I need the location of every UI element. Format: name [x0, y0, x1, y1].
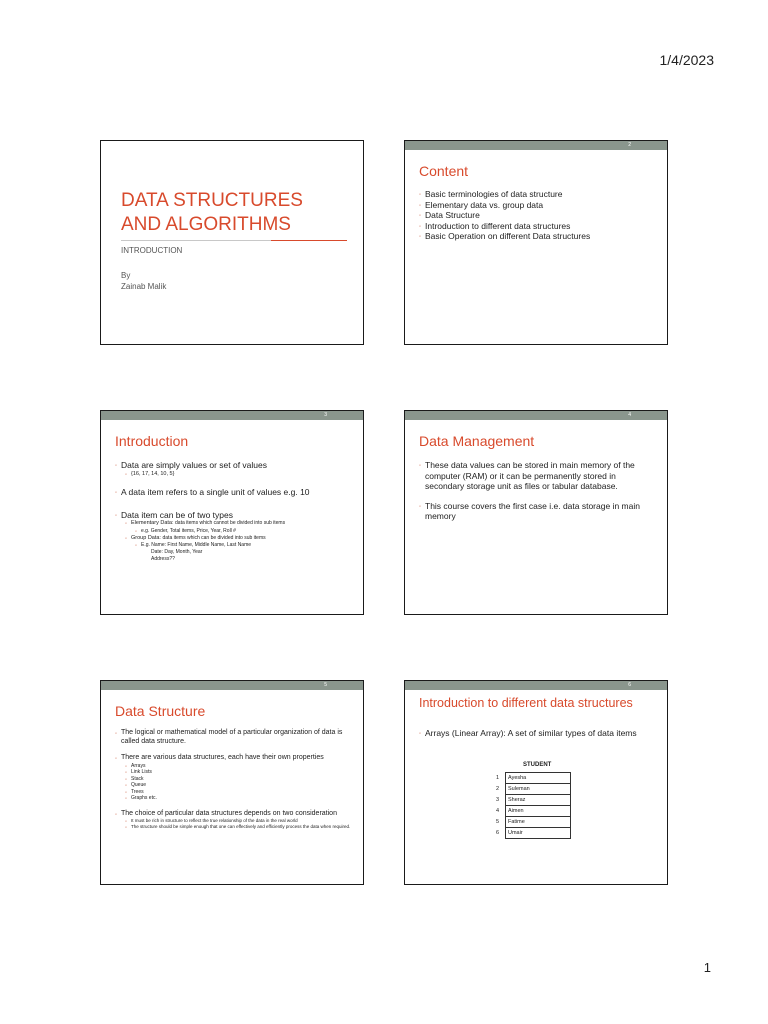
- table-row: [485, 784, 571, 795]
- elementary-data-text: data items which cannot be divided into sub items: [175, 520, 286, 526]
- slide-introduction: [100, 410, 364, 615]
- table-row: [485, 795, 571, 806]
- content-list: [419, 189, 655, 242]
- slide-heading: Introduction to different data structures: [419, 696, 633, 710]
- slide-number: 6: [628, 682, 631, 688]
- list-item: ◦ Arrays: [115, 763, 351, 770]
- author-name: Zainab Malik: [121, 282, 167, 291]
- list-item: ◦ e.g. Gender, Total items, Price, Year, Roll #: [115, 528, 351, 535]
- slide-data-structure: [100, 680, 364, 885]
- list-item: ◦ The logical or mathematical model of a particular organization of data is called data structure.: [115, 729, 351, 746]
- table-row: [485, 817, 571, 828]
- table-row: [485, 806, 571, 817]
- list-item: ◦ It must be rich in structure to reflect the true relationship of the data in the real world: [115, 818, 351, 824]
- list-item: ◦ Basic Operation on different Data structures: [419, 231, 655, 242]
- table-cell-index: 3: [495, 797, 499, 803]
- list-item: ◦ Queue: [115, 782, 351, 789]
- slide-header-bar: [405, 141, 667, 150]
- title-line-2: AND ALGORITHMS: [121, 214, 291, 235]
- author-block: [121, 270, 166, 292]
- slide-heading: Content: [419, 163, 469, 179]
- group-data-label: Group Data:: [131, 534, 161, 541]
- table-cell-index: 4: [495, 808, 499, 814]
- list-item: ◦ {16, 17, 14, 10, 5}: [115, 471, 351, 479]
- table-row: [485, 773, 571, 784]
- title-accent-line: [271, 240, 347, 241]
- table-cell-name: Suleman: [506, 784, 571, 795]
- list-item: ◦ Graphs etc.: [115, 795, 351, 802]
- list-item: [115, 520, 351, 528]
- list-item: ◦ Stack: [115, 776, 351, 783]
- table-cell-index: 2: [495, 786, 499, 792]
- group-data-text: data items which can be divided into sub items: [162, 534, 266, 541]
- list-item: ◦ These data values can be stored in main memory of the computer (RAM) or it can be permanently stored in secondary storage unit as files or tabular database.: [419, 460, 655, 492]
- table-cell-index: 5: [495, 819, 499, 825]
- table-cell-name: Umair: [506, 828, 571, 839]
- table-cell-name: Sheraz: [506, 795, 571, 806]
- slide-header-bar: [101, 411, 363, 420]
- page-number: 1: [703, 960, 711, 975]
- list-item: ◦ Data Structure: [419, 210, 655, 221]
- list-item: ◦ Introduction to different data structures: [419, 221, 655, 232]
- list-item: ◦ E.g. Name: First Name, Middle Name, Last Name: [115, 542, 351, 549]
- list-item: ◦ Data item can be of two types: [115, 510, 351, 521]
- list-item: ◦ Elementary data vs. group data: [419, 200, 655, 211]
- list-item: [115, 535, 351, 543]
- table-cell-name: Fatime: [506, 817, 571, 828]
- list-item: ◦ Trees: [115, 789, 351, 796]
- slide-number: 3: [324, 412, 327, 418]
- list-item: ◦ Data are simply values or set of values: [115, 460, 351, 471]
- slide-title-heading: [121, 189, 303, 237]
- slide-header-bar: [101, 681, 363, 690]
- data-structure-list: [115, 729, 351, 830]
- table-cell-name: Aimen: [506, 806, 571, 817]
- student-table-title: STUDENT: [523, 762, 552, 768]
- list-item: ◦ The structure should be simple enough that one can effectively and efficiently process the data when required.: [115, 824, 351, 830]
- title-line-1: DATA STRUCTURES: [121, 190, 303, 211]
- slide-content: [404, 140, 668, 345]
- slide-number: 4: [628, 412, 631, 418]
- slide-number: 2: [628, 142, 631, 148]
- list-item: ◦ This course covers the first case i.e. data storage in main memory: [419, 501, 655, 522]
- table-row: [485, 828, 571, 839]
- intro-list: [115, 460, 351, 563]
- slide-data-management: [404, 410, 668, 615]
- elementary-data-label: Elementary Data:: [131, 520, 174, 526]
- slide-header-bar: [405, 681, 667, 690]
- list-item: ◦ There are various data structures, each have their own properties: [115, 754, 351, 763]
- by-label: By: [121, 271, 131, 280]
- slide-title: [100, 140, 364, 345]
- list-item: ◦ Basic terminologies of data structure: [419, 189, 655, 200]
- list-item: ◦ A data item refers to a single unit of values e.g. 10: [115, 487, 351, 498]
- table-cell-index: 6: [495, 830, 499, 836]
- slide-subtitle: INTRODUCTION: [121, 246, 183, 255]
- list-item: ◦ Link Lists: [115, 769, 351, 776]
- slide-heading: Introduction: [115, 433, 189, 449]
- list-item: ◦ The choice of particular data structures depends on two consideration: [115, 810, 351, 819]
- list-item: Address??: [151, 556, 175, 562]
- list-item: Date: Day, Month, Year: [151, 549, 203, 555]
- slide-number: 5: [324, 682, 327, 688]
- data-management-list: [419, 460, 655, 522]
- list-item: ◦ Arrays (Linear Array): A set of similar types of data items: [419, 728, 655, 739]
- table-cell-index: 1: [495, 775, 499, 781]
- slide-heading: Data Management: [419, 433, 535, 449]
- page-date: 1/4/2023: [659, 52, 714, 68]
- slide-header-bar: [405, 411, 667, 420]
- slide-heading: Data Structure: [115, 703, 206, 719]
- student-table: [485, 772, 571, 839]
- slide-intro-data-structures: [404, 680, 668, 885]
- arrays-list: [419, 728, 655, 739]
- table-cell-name: Ayesha: [506, 773, 571, 784]
